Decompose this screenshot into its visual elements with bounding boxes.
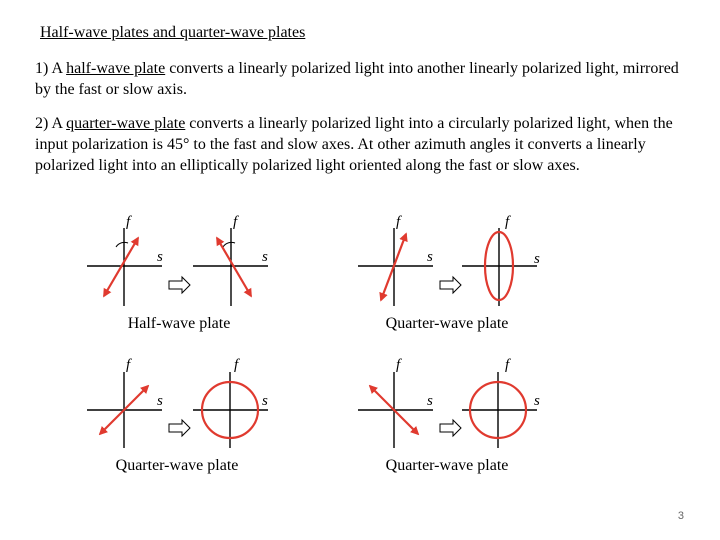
- angle-arc: [116, 242, 128, 247]
- slow-axis-label: s: [534, 251, 540, 267]
- mirrored-polarization-arrow: [217, 238, 251, 296]
- linear-polarization-arrow: [104, 238, 138, 296]
- transform-arrow-icon: [169, 420, 190, 436]
- quarter-wave-top-output-diagram: [462, 214, 540, 306]
- quarter-wave-top-caption: Quarter-wave plate: [385, 315, 509, 332]
- fast-axis-label: f: [126, 357, 131, 373]
- page-number: 3: [677, 510, 684, 522]
- quarter-wave-bottom-left-output-diagram: [193, 357, 268, 448]
- fast-axis-label: f: [396, 357, 401, 373]
- slow-axis-label: s: [157, 249, 163, 265]
- quarter-wave-bottom-right-output-diagram: [462, 357, 540, 448]
- slow-axis-label: s: [262, 249, 268, 265]
- transform-arrow-icon: [169, 277, 190, 293]
- quarter-wave-bottom-left-input-diagram: [87, 357, 163, 448]
- slow-axis-label: s: [262, 393, 268, 409]
- paragraph-quarter-wave-prefix: 2) A: [35, 115, 67, 132]
- half-wave-plate-link[interactable]: half-wave plate: [66, 60, 166, 77]
- paragraph-half-wave-suffix: converts a linearly polarized light into another linearly polarized light, mirrored by the fast or slow axis.: [35, 60, 679, 98]
- quarter-wave-top-input-diagram: [358, 214, 433, 306]
- paragraph-half-wave-prefix: 1) A: [35, 60, 67, 77]
- quarter-wave-bottom-right-caption: Quarter-wave plate: [385, 457, 509, 474]
- fast-axis-label: f: [396, 214, 401, 230]
- quarter-wave-plate-link[interactable]: quarter-wave plate: [66, 115, 186, 132]
- transform-arrow-icon: [440, 277, 461, 293]
- slow-axis-label: s: [427, 393, 433, 409]
- quarter-wave-bottom-left-caption: Quarter-wave plate: [115, 457, 239, 474]
- slow-axis-label: s: [157, 393, 163, 409]
- slide-title: Half-wave plates and quarter-wave plates: [40, 24, 306, 41]
- half-wave-caption: Half-wave plate: [127, 315, 231, 332]
- fast-axis-label: f: [505, 214, 510, 230]
- fast-axis-label: f: [505, 357, 510, 373]
- fast-axis-label: f: [234, 357, 239, 373]
- slow-axis-label: s: [534, 393, 540, 409]
- fast-axis-label: f: [126, 214, 131, 230]
- slow-axis-label: s: [427, 249, 433, 265]
- half-wave-output-diagram: [193, 214, 268, 306]
- fast-axis-label: f: [233, 214, 238, 230]
- paragraph-quarter-wave-suffix: converts a linearly polarized light into a circularly polarized light, when the input polarization is 45° to the fast and slow axes. At other azimuth angles it converts a linearly polarized light into an elliptically polarized light oriented along the fast or slow axes.: [35, 115, 673, 174]
- transform-arrow-icon: [440, 420, 461, 436]
- angle-arc: [223, 242, 235, 247]
- quarter-wave-bottom-right-input-diagram: [358, 357, 433, 448]
- half-wave-input-diagram: [87, 214, 163, 306]
